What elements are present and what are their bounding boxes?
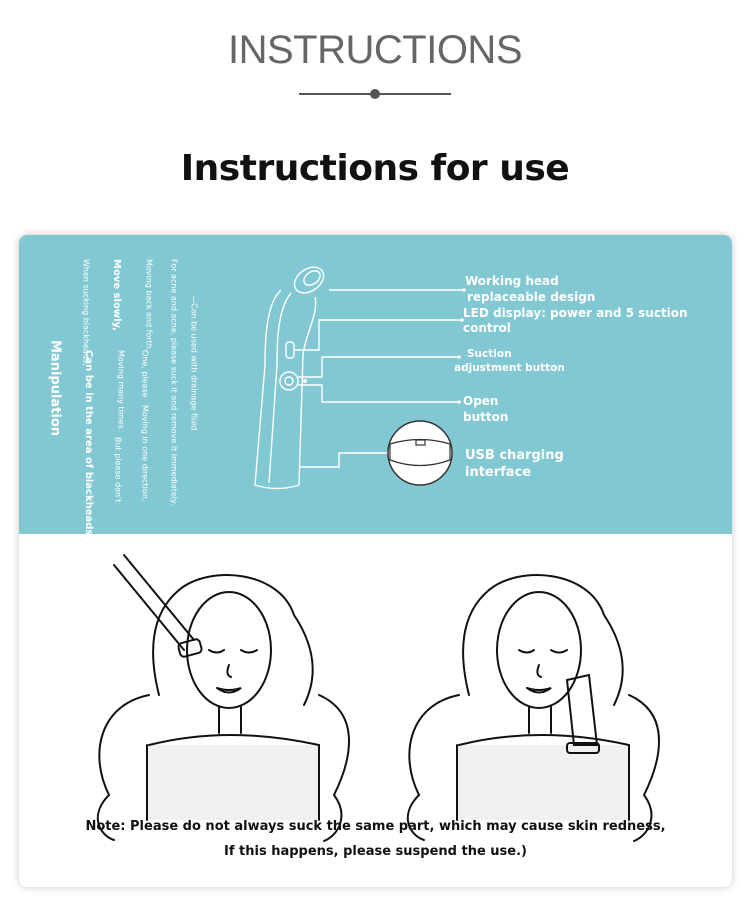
label-usb-charging: USB charging: [465, 448, 564, 463]
label-open: Open: [463, 394, 499, 408]
label-usb-interface: interface: [465, 465, 532, 480]
usage-illustrations: [19, 555, 732, 855]
note-line-2: If this happens, please suspend the use.): [224, 844, 527, 859]
note-line-1: Note: Please do not always suck the same part, which may cause skin redness,: [85, 819, 666, 834]
label-led-control: control: [463, 321, 511, 335]
blackhead-device-illustration: [19, 235, 732, 534]
label-replaceable-design: replaceable design: [467, 290, 596, 304]
title-divider-dot: [370, 89, 380, 99]
label-open-button: button: [463, 410, 509, 424]
note-col-drainage: —Can be used with drainage fluid: [189, 295, 199, 431]
label-led-display: LED display: power and 5 suction: [463, 306, 688, 320]
section-heading: Instructions for use: [180, 148, 570, 189]
label-suction-adjustment: adjustment button: [454, 362, 565, 374]
note-col-move-slowly: Move slowly,: [111, 259, 122, 332]
note-col-manipulation: Manipulation: [47, 340, 63, 437]
device-panel: [19, 235, 732, 534]
note-col-but-dont: But please don't: [113, 437, 123, 503]
note-col-acne: For acne and acne, please suck it and remove it immediately,: [169, 259, 179, 507]
note-col-blackheads-area: Can be in the area of blackheads: [83, 350, 94, 536]
note-col-many-times: Moving many times.: [116, 350, 126, 432]
instruction-card: [19, 235, 732, 887]
page-title: INSTRUCTIONS: [228, 28, 522, 72]
note-col-one-please: One, please: [140, 350, 150, 398]
label-suction: Suction: [467, 348, 512, 360]
note-col-one-direction: Moving in one direction,: [140, 405, 150, 502]
note-col-back-forth: Moving back and forth,: [144, 259, 154, 352]
note-col-sucking: When sucking blackheads,: [81, 259, 91, 366]
label-working-head: Working head: [465, 274, 559, 288]
